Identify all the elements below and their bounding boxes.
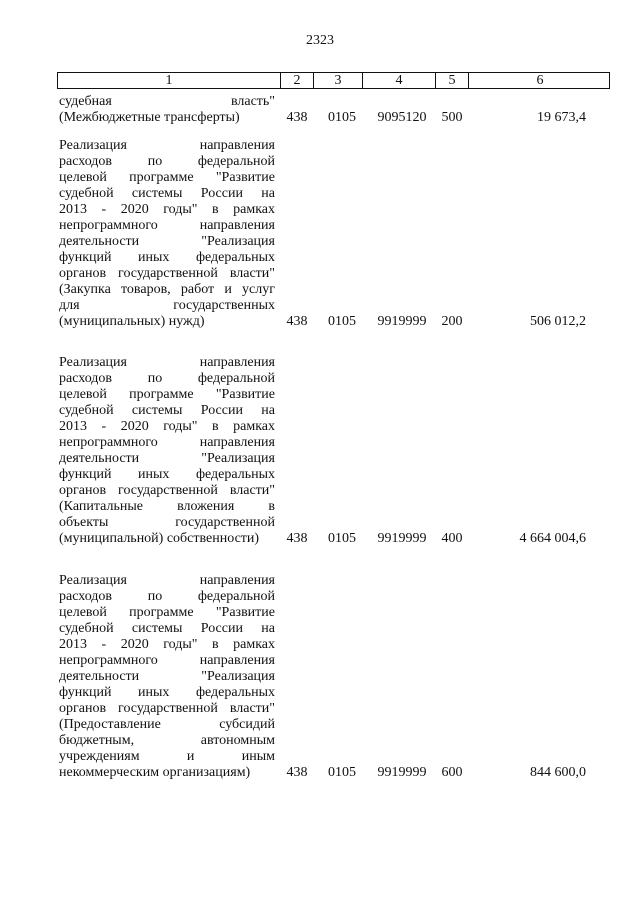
description-line: (Межбюджетные трансферты) xyxy=(59,110,240,125)
row-description xyxy=(59,138,275,330)
expense-type-code: 600 xyxy=(441,765,463,780)
description-line: Реализация направления xyxy=(59,355,275,370)
header-col-1: 1 xyxy=(58,73,281,88)
description-line: (Капитальные вложения в xyxy=(59,499,275,514)
page-number: 2323 xyxy=(306,33,334,48)
description-line: судебной системы России на xyxy=(59,621,275,636)
description-line: 2013 - 2020 годы" в рамках xyxy=(59,419,275,434)
amount-value: 4 664 004,6 xyxy=(519,531,586,546)
header-col-3: 3 xyxy=(314,73,363,88)
header-col-5: 5 xyxy=(436,73,469,88)
description-line: некоммерческим организациям) xyxy=(59,765,251,780)
description-line: функций иных федеральных xyxy=(59,685,275,700)
row-description xyxy=(59,573,275,781)
description-line: непрограммного направления xyxy=(59,653,275,668)
description-line: (муниципальной) собственности) xyxy=(59,531,260,546)
description-line: органов государственной власти" xyxy=(59,266,275,281)
expense-type-code: 500 xyxy=(441,110,463,125)
description-line: Реализация направления xyxy=(59,138,275,153)
section-code: 0105 xyxy=(328,765,356,780)
section-code: 0105 xyxy=(328,110,356,125)
header-col-6: 6 xyxy=(536,73,544,88)
row-description xyxy=(59,355,275,547)
target-article-code: 9919999 xyxy=(377,314,427,329)
description-line: (Закупка товаров, работ и услуг xyxy=(59,282,275,297)
description-line: расходов по федеральной xyxy=(59,589,275,604)
description-line: функций иных федеральных xyxy=(59,250,275,265)
description-line: судебной системы России на xyxy=(59,403,275,418)
target-article-code: 9095120 xyxy=(377,110,427,125)
description-line: расходов по федеральной xyxy=(59,371,275,386)
description-line: 2013 - 2020 годы" в рамках xyxy=(59,202,275,217)
description-line: Реализация направления xyxy=(59,573,275,588)
header-col-2: 2 xyxy=(281,73,314,88)
table-header-row xyxy=(57,72,610,89)
description-line: органов государственной власти" xyxy=(59,701,275,716)
description-line: судебная власть" xyxy=(59,94,275,109)
description-line: (муниципальных) нужд) xyxy=(59,314,205,329)
target-article-code: 9919999 xyxy=(377,531,427,546)
ministry-code: 438 xyxy=(286,531,308,546)
description-line: деятельности "Реализация xyxy=(59,669,275,684)
description-line: для государственных xyxy=(59,298,275,313)
target-article-code: 9919999 xyxy=(377,765,427,780)
description-line: целевой программе "Развитие xyxy=(59,605,275,620)
description-line: 2013 - 2020 годы" в рамках xyxy=(59,637,275,652)
section-code: 0105 xyxy=(328,531,356,546)
expense-type-code: 400 xyxy=(441,531,463,546)
description-line: объекты государственной xyxy=(59,515,275,530)
description-line: целевой программе "Развитие xyxy=(59,170,275,185)
row-description xyxy=(59,94,275,126)
description-line: функций иных федеральных xyxy=(59,467,275,482)
ministry-code: 438 xyxy=(286,314,308,329)
amount-value: 19 673,4 xyxy=(537,110,586,125)
description-line: органов государственной власти" xyxy=(59,483,275,498)
description-line: судебной системы России на xyxy=(59,186,275,201)
description-line: целевой программе "Развитие xyxy=(59,387,275,402)
ministry-code: 438 xyxy=(286,765,308,780)
description-line: непрограммного направления xyxy=(59,435,275,450)
description-line: непрограммного направления xyxy=(59,218,275,233)
amount-value: 506 012,2 xyxy=(530,314,586,329)
description-line: учреждениям и иным xyxy=(59,749,275,764)
section-code: 0105 xyxy=(328,314,356,329)
expense-type-code: 200 xyxy=(441,314,463,329)
amount-value: 844 600,0 xyxy=(530,765,586,780)
description-line: расходов по федеральной xyxy=(59,154,275,169)
header-col-4: 4 xyxy=(363,73,436,88)
description-line: (Предоставление субсидий xyxy=(59,717,275,732)
description-line: деятельности "Реализация xyxy=(59,234,275,249)
description-line: деятельности "Реализация xyxy=(59,451,275,466)
description-line: бюджетным, автономным xyxy=(59,733,275,748)
ministry-code: 438 xyxy=(286,110,308,125)
